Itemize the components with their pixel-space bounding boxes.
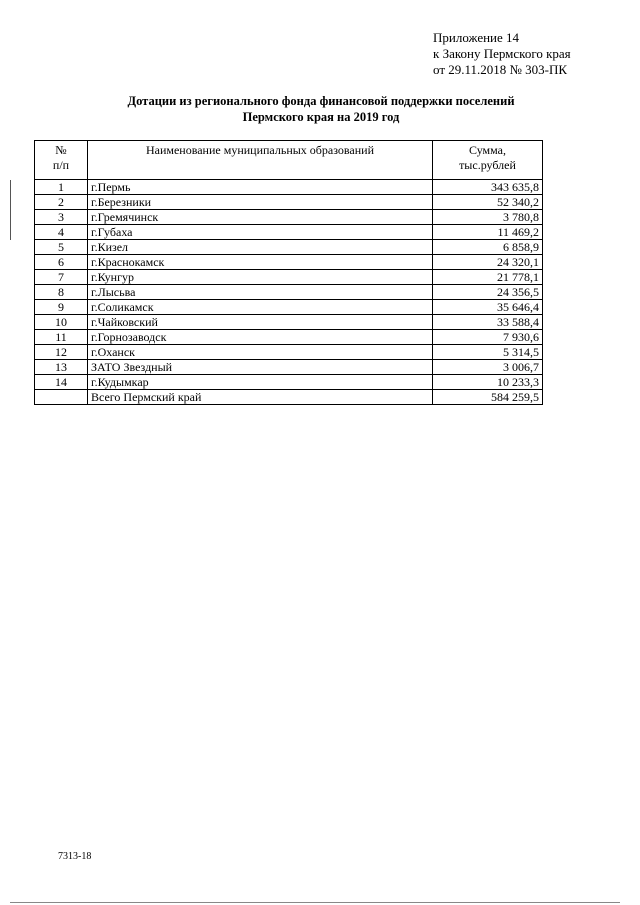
header-number-line-2: п/п (52, 158, 70, 172)
row-number: 11 (35, 330, 88, 345)
row-municipality: г.Гремячинск (88, 210, 433, 225)
row-amount: 10 233,3 (433, 375, 543, 390)
row-number: 1 (35, 180, 88, 195)
table-total-row (35, 390, 543, 405)
row-municipality: г.Чайковский (88, 315, 433, 330)
row-municipality: г.Лысьва (88, 285, 433, 300)
row-number: 8 (35, 285, 88, 300)
row-amount: 24 320,1 (433, 255, 543, 270)
row-amount: 24 356,5 (433, 285, 543, 300)
table-row (35, 195, 543, 210)
row-amount: 3 006,7 (433, 360, 543, 375)
row-amount: 5 314,5 (433, 345, 543, 360)
document-title (36, 93, 606, 125)
header-sum-line-2: тыс.рублей (459, 158, 516, 172)
row-number: 14 (35, 375, 88, 390)
row-number: 4 (35, 225, 88, 240)
row-municipality: ЗАТО Звездный (88, 360, 433, 375)
table-row (35, 225, 543, 240)
row-municipality: г.Пермь (88, 180, 433, 195)
header-name: Наименование муниципальных образований (88, 141, 433, 180)
total-number (35, 390, 88, 405)
row-amount: 6 858,9 (433, 240, 543, 255)
row-municipality: г.Березники (88, 195, 433, 210)
annex-number: Приложение 14 (433, 30, 520, 45)
row-number: 7 (35, 270, 88, 285)
row-number: 12 (35, 345, 88, 360)
row-amount: 343 635,8 (433, 180, 543, 195)
title-line-1: Дотации из регионального фонда финансовой поддержки поселений (127, 94, 515, 108)
table-header-row (35, 141, 543, 180)
row-number: 9 (35, 300, 88, 315)
row-municipality: г.Оханск (88, 345, 433, 360)
table-row (35, 300, 543, 315)
table-row (35, 285, 543, 300)
row-municipality: г.Краснокамск (88, 255, 433, 270)
row-number: 13 (35, 360, 88, 375)
annex-date: от 29.11.2018 № 303-ПК (433, 62, 568, 77)
row-amount: 52 340,2 (433, 195, 543, 210)
document-code: 7313-18 (58, 851, 92, 862)
row-municipality: г.Кунгур (88, 270, 433, 285)
annex-law: к Закону Пермского края (433, 46, 571, 61)
row-number: 10 (35, 315, 88, 330)
header-number-line-1: № (55, 143, 67, 157)
page-edge-line (10, 180, 11, 240)
row-amount: 11 469,2 (433, 225, 543, 240)
title-line-2: Пермского края на 2019 год (242, 110, 400, 124)
row-number: 3 (35, 210, 88, 225)
table-row (35, 315, 543, 330)
page-bottom-edge-line (10, 902, 620, 903)
subsidy-table (34, 140, 543, 405)
table-row (35, 210, 543, 225)
header-number (35, 141, 88, 180)
annex-reference (433, 30, 571, 78)
total-label: Всего Пермский край (88, 390, 433, 405)
row-municipality: г.Кизел (88, 240, 433, 255)
table-row (35, 375, 543, 390)
row-amount: 21 778,1 (433, 270, 543, 285)
table-row (35, 180, 543, 195)
row-municipality: г.Горнозаводск (88, 330, 433, 345)
row-number: 2 (35, 195, 88, 210)
table-row (35, 240, 543, 255)
table-row (35, 345, 543, 360)
row-amount: 33 588,4 (433, 315, 543, 330)
row-municipality: г.Кудымкар (88, 375, 433, 390)
table-row (35, 270, 543, 285)
row-amount: 35 646,4 (433, 300, 543, 315)
table-row (35, 330, 543, 345)
table-row (35, 360, 543, 375)
row-municipality: г.Губаха (88, 225, 433, 240)
header-sum (433, 141, 543, 180)
total-amount: 584 259,5 (433, 390, 543, 405)
row-municipality: г.Соликамск (88, 300, 433, 315)
row-amount: 7 930,6 (433, 330, 543, 345)
table-row (35, 255, 543, 270)
header-sum-line-1: Сумма, (469, 143, 506, 157)
row-number: 5 (35, 240, 88, 255)
table-body (35, 180, 543, 405)
row-amount: 3 780,8 (433, 210, 543, 225)
row-number: 6 (35, 255, 88, 270)
